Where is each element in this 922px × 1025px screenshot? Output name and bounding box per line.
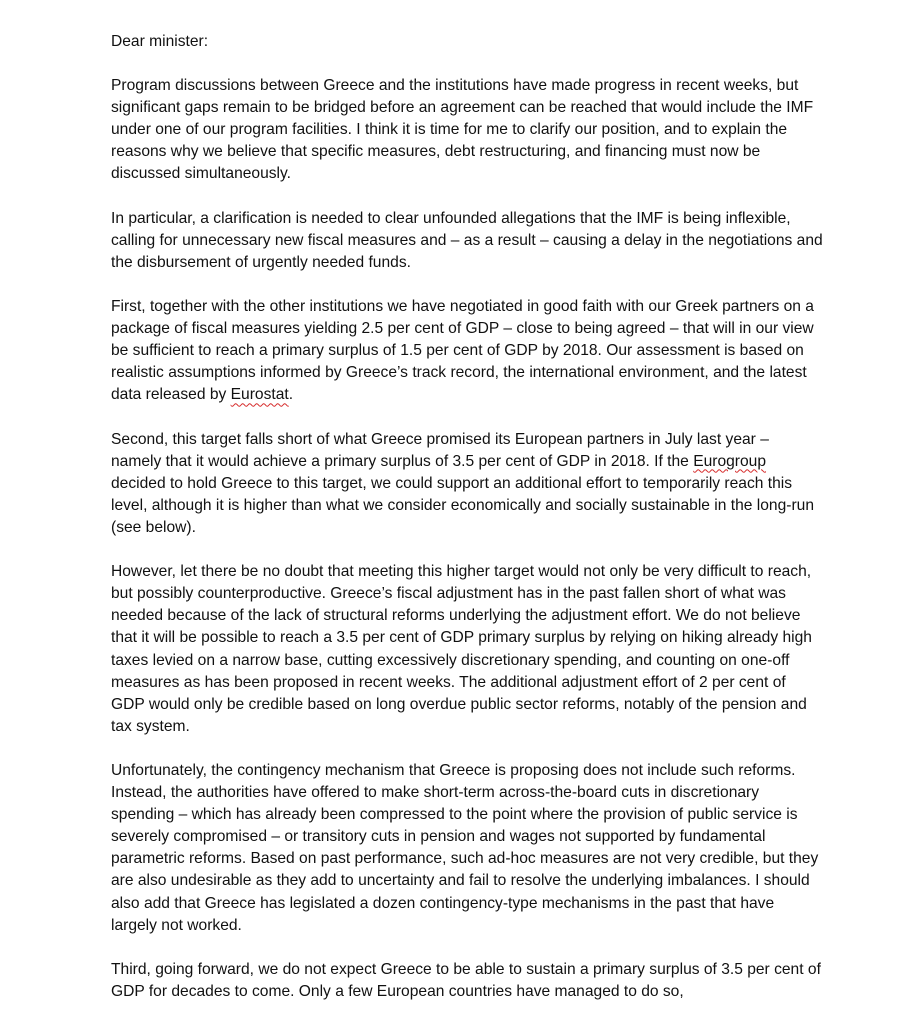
- paragraph-text: Third, going forward, we do not expect Greece to be able to sustain a primary surplus of 3.5 per cent of GDP for decades to come. Only a few European countries have managed to do so,: [111, 960, 821, 1000]
- paragraph-text: decided to hold Greece to this target, we could support an additional effort to temporarily reach this level, although it is higher than what we consider economically and socially sustainable in the long-run (see below).: [111, 474, 814, 536]
- paragraph-text: Program discussions between Greece and the institutions have made progress in recent weeks, but significant gaps remain to be bridged before an agreement can be reached that would include the IMF under one of our program facilities. I think it is time for me to clarify our position, and to explain the reasons why we believe that specific measures, debt restructuring, and financing must now be discussed simultaneously.: [111, 77, 814, 183]
- paragraph: [111, 429, 823, 539]
- paragraph-text: Second, this target falls short of what Greece promised its European partners in July last year – namely that it would achieve a primary surplus of 3.5 per cent of GDP in 2018. If the: [111, 430, 769, 470]
- paragraph: [111, 208, 823, 274]
- salutation: Dear minister:: [111, 33, 209, 50]
- paragraph-text: In particular, a clarification is needed to clear unfounded allegations that the IMF is being inflexible, calling for unnecessary new fiscal measures and – as a result – causing a delay in the negotiations and the disbursement of urgently needed funds.: [111, 209, 823, 271]
- paragraph: [111, 296, 823, 406]
- paragraph-text: However, let there be no doubt that meeting this higher target would not only be very difficult to reach, but possibly counterproductive. Greece’s fiscal adjustment has in the past fallen short of what was needed because of the lack of structural reforms underlying the adjustment effort. We do not believe that it will be possible to reach a 3.5 per cent of GDP primary surplus by relying on hiking already high taxes levied on a narrow base, cutting excessively discretionary spending, and counting on one-off measures as has been proposed in recent weeks. The additional adjustment effort of 2 per cent of GDP would only be credible based on long overdue public sector reforms, notably of the pension and tax system.: [111, 563, 812, 735]
- spellcheck-flagged-word: Eurostat: [230, 386, 289, 404]
- spellcheck-flagged-word: Eurogroup: [693, 452, 767, 470]
- letter-page: [111, 31, 823, 1025]
- paragraph-text: Unfortunately, the contingency mechanism that Greece is proposing does not include such reforms. Instead, the authorities have offered to make short-term across-the-board cuts in discretionary spending – which has already been compressed to the point where the provision of public service is severely compromised – or transitory cuts in pension and wages not supported by fundamental parametric reforms. Based on past performance, such ad-hoc measures are not very credible, but they are also undesirable as they add to uncertainty and fail to resolve the underlying imbalances. I should also add that Greece has legislated a dozen contingency-type mechanisms in the past that have largely not worked.: [111, 762, 819, 934]
- letter-body: [111, 75, 823, 1003]
- paragraph: [111, 760, 823, 937]
- paragraph: [111, 959, 823, 1003]
- paragraph-text: First, together with the other institutions we have negotiated in good faith with our Greek partners on a package of fiscal measures yielding 2.5 per cent of GDP – close to being agreed – that will in our view be sufficient to reach a primary surplus of 1.5 per cent of GDP by 2018. Our assessment is based on realistic assumptions informed by Greece’s track record, the international environment, and the latest data released by: [111, 298, 814, 404]
- paragraph: [111, 75, 823, 185]
- paragraph: [111, 561, 823, 738]
- paragraph-text: .: [288, 386, 294, 404]
